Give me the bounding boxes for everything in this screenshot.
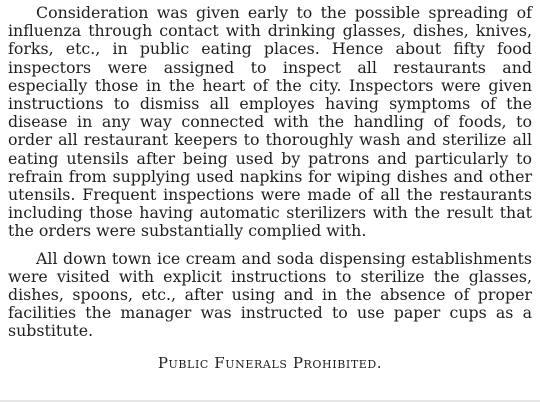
document-page xyxy=(8,4,532,372)
section-heading: Public Funerals Prohibited. xyxy=(157,353,383,372)
paragraph-restaurant-inspection: Consideration was given early to the possible spreading of influenza through contact with drinking glasses, dishes, knives, forks, etc., in public eating places. Hence about fifty food inspectors were assigned to inspect all restaurants and especially those in the heart of the city. Inspectors were given instructions to dismiss all employes having symptoms of the disease in any way connected with the handling of foods, to order all restaurant keepers to thoroughly wash and sterilize all eating utensils after being used by patrons and particularly to refrain from supplying used napkins for wiping dishes and other utensils. Frequent inspections were made of all the restaurants including those having automatic sterilizers with the result that the orders were substantially complied with. xyxy=(8,3,532,241)
paragraph-soda-establishments: All down town ice cream and soda dispensing establishments were visited with explicit instructions to sterilize the glasses, dishes, spoons, etc., after using and in the absence of proper facilities the manager was instructed to use paper cups as a substitute. xyxy=(8,248,532,341)
